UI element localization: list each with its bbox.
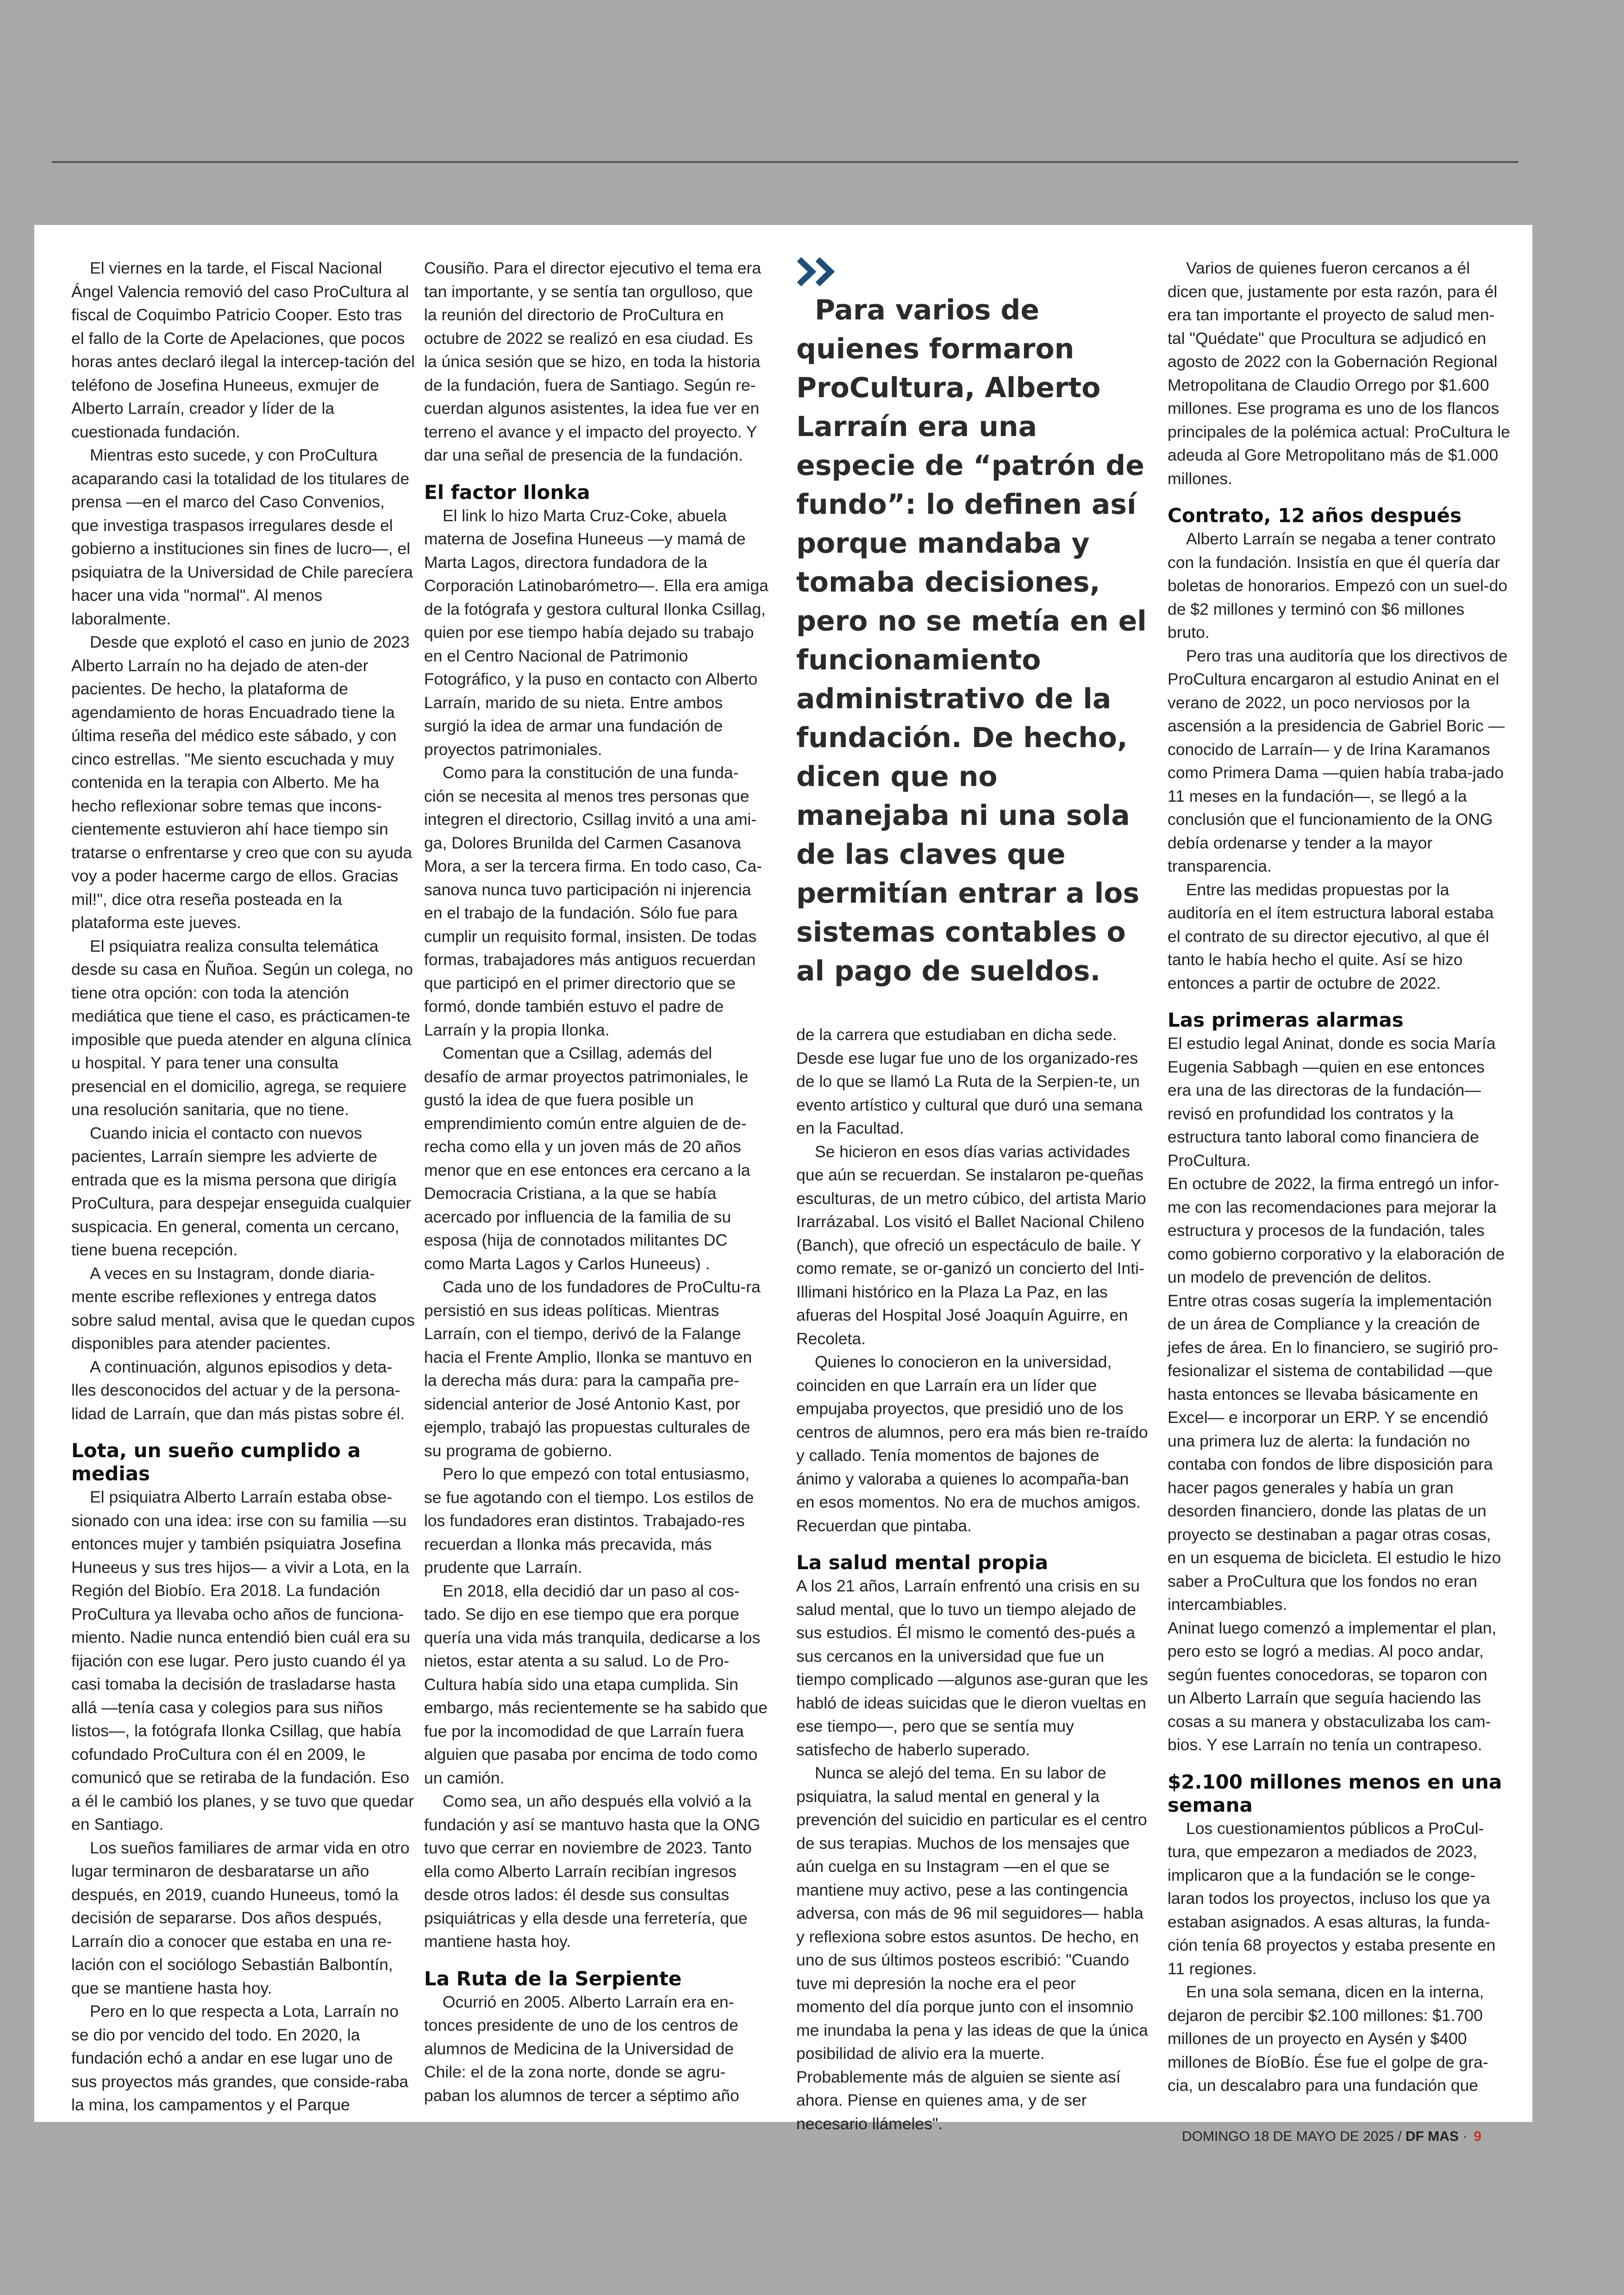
paragraph: En una sola semana, dicen en la interna, dejaron de percibir $2.100 millones: $1.700 millones de un proyecto en Aysén y $400 millones de BíoBío. Ése fue el golpe de gra-cia, un descalabro para una fundación que (1168, 1983, 1488, 2095)
paragraph: El psiquiatra Alberto Larraín estaba obse-sionado con una idea: irse con su familia —su entonces mujer y también psiquiatra Josefina Huneeus y sus tres hijos— a vivir a Lota, en la Región del Biobío. Era 2018. La fundación ProCultura ya llevaba ocho años de funciona-miento. Nadie nunca entendió bien cuál era su fijación con ese lugar. Pero justo cuando él ya casi tomaba la decisión de trasladarse hasta allá —tenía casa y colegios para sus niños listos—, la fotógrafa Ilonka Csillag, que había cofundado ProCultura con él en 2009, le comunicó que se retiraba de la fundación. Eso a él le cambió los planes, y se tuvo que quedar en Santiago. (71, 1488, 414, 1834)
paragraph: Cousiño. Para el director ejecutivo el tema era tan importante, y se sentía tan orgulloso, que la reunión del directorio de ProCultura en octubre de 2022 se realizó en esa ciudad. Es la única sesión que se hizo, en toda la historia de la fundación, fuera de Santiago. Según re-cuerdan algunos asistentes, la idea fue ver en terreno el avance y el impacto del proyecto. Y dar una señal de presencia de la fundación. (424, 259, 762, 464)
article-column-3 (796, 256, 1148, 2135)
newspaper-page (34, 225, 1532, 2133)
page-number: 9 (1474, 2129, 1481, 2144)
pull-quote: Para varios de quienes formaron ProCultura, Alberto Larraín era una especie de “patrón de fundo”: lo definen así porque mandaba y tomaba decisiones, pero no se metía en el funcionamiento administrativo de la fundación. De hecho, dicen que no manejaba ni una sola de las claves que permitían entrar a los sistemas contables o al pago de sueldos. (796, 294, 1147, 987)
paragraph: Se hicieron en esos días varias actividades que aún se recuerdan. Se instalaron pe-queñas esculturas, de un metro cúbico, del artista Mario Irarrázabal. Los visitó el Ballet Nacional Chileno (Banch), que ofreció un espectáculo de baile. Y como remate, se or-ganizó un concierto del Inti-Illimani histórico en la Plaza La Paz, en las afueras del Hospital José Joaquín Aguirre, en Recoleta. (796, 1142, 1146, 1348)
footer-dot: · (1462, 2129, 1468, 2144)
paragraph: Nunca se alejó del tema. En su labor de psiquiatra, la salud mental en general y la prevención del suicidio en particular es el centro de sus terapias. Muchos de los mensajes que aún cuelga en su Instagram —en el que se mantiene muy activo, pese a las contingencia adversa, con más de 96 mil seguidores— habla y reflexiona sobre estos asuntos. De hecho, en uno de sus últimos posteos escribió: "Cuando tuve mi depresión la noche era el peor momento del día porque junto con el insomnio me inundaba la pena y las ideas de que la única posibilidad de alivio era la muerte. Probablemente más de alguien se siente así ahora. Piense en quienes ama, y de ser necesario llámeles". (796, 1764, 1148, 2133)
paragraph: Pero en lo que respecta a Lota, Larraín no se dio por vencido del todo. En 2020, la fundación echó a andar en ese lugar uno de sus proyectos más grandes, que conside-raba la mina, los campamentos y el Parque (71, 2002, 409, 2114)
footer-separator: / (1393, 2129, 1405, 2144)
top-rule (52, 161, 1518, 163)
article-column-4 (1168, 256, 1510, 2097)
section-heading: La salud mental propia (796, 1551, 1049, 1574)
paragraph: A veces en su Instagram, donde diaria-mente escribe reflexiones y entrega datos sobre salud mental, avisa que le quedan cupos disponibles para atender pacientes. (71, 1264, 415, 1353)
paragraph: Mientras esto sucede, y con ProCultura acaparando casi la totalidad de los titulares de prensa —en el marco del Caso Convenios, que investiga traspasos irregulares desde el gobierno a instituciones sin fines de lucro—, el psiquiatra de la Universidad de Chile parecíera hacer una vida "normal". Al menos laboralmente. (71, 446, 413, 628)
paragraph: Alberto Larraín se negaba a tener contrato con la fundación. Insistía en que él quería dar boletas de honorarios. Empezó con un suel-do de $2 millones y terminó con $6 millones bruto. (1168, 530, 1508, 642)
paragraph: Varios de quienes fueron cercanos a él dicen que, justamente por esta razón, para él era tan importante el proyecto de salud men-tal "Quédate" que Procultura se adjudicó en agosto de 2022 con la Gobernación Regional Metropolitana de Claudio Orrego por $1.600 millones. Ese programa es uno de los flancos principales de la polémica actual: ProCultura le adeuda al Gore Metropolitano más de $1.000 millones. (1168, 259, 1510, 488)
section-heading: $2.100 millones menos en una semana (1168, 1770, 1502, 1816)
paragraph: Entre otras cosas sugería la implementación de un área de Compliance y la creación de jefes de área. En lo financiero, se sugirió pro-fesionalizar el sistema de contabilidad —que hasta entonces se llevaba básicamente en Excel— e incorporar un ERP. Y se encendió una primera luz de alerta: la fundación no contaba con fondos de libre disposición para hacer pagos generales y había un gran desorden financiero, donde las platas de un proyecto se destinaban a pagar otras cosas, en un esquema de bicicleta. El estudio le hizo saber a ProCultura que los fondos no eran intercambiables. (1168, 1291, 1501, 1614)
paragraph: El viernes en la tarde, el Fiscal Nacional Ángel Valencia removió del caso ProCultura al fiscal de Coquimbo Patricio Cooper. Esto tras el fallo de la Corte de Apelaciones, que pocos horas antes declaró ilegal la intercep-tación del teléfono de Josefina Huneeus, exmujer de Alberto Larraín, creador y líder de la cuestionada fundación. (71, 259, 415, 441)
article-column-1 (71, 256, 416, 2117)
section-heading: Contrato, 12 años después (1168, 504, 1462, 527)
paragraph: Comentan que a Csillag, además del desafío de armar proyectos patrimoniales, le gustó la idea de que fuera posible un emprendimiento común entre alguien de de-recha como ella y un joven más de 20 años menor que en ese entonces era cercano a la Democracia Cristiana, a la que se había acercado por influencia de la familia de su esposa (hija de connotados militantes DC como Marta Lagos y Carlos Huneeus) . (424, 1044, 750, 1273)
paragraph: En octubre de 2022, la firma entregó un infor-me con las recomendaciones para mejorar la estructura y procesos de la fundación, tales como gobierno corporativo y la elaboración de un modelo de prevención de delitos. (1168, 1174, 1505, 1286)
footer-section: DF MAS (1405, 2129, 1459, 2144)
paragraph: Quienes lo conocieron en la universidad, coinciden en que Larraín era un líder que empujaba proyectos, que presidió uno de los centros de alumnos, pero era más bien re-traído y callado. Tenía momentos de bajones de ánimo y valoraba a quienes lo acompaña-ban en esos momentos. No era de muchos amigos. Recuerdan que pintaba. (796, 1353, 1148, 1535)
section-heading: Las primeras alarmas (1168, 1009, 1404, 1031)
paragraph: A continuación, algunos episodios y deta-lles desconocidos del actuar y de la persona-lidad de Larraín, que dan más pistas sobre él. (71, 1357, 405, 1423)
paragraph: Cuando inicia el contacto con nuevos pacientes, Larraín siempre les advierte de entrada que es la misma persona que dirigía ProCultura, para despejar enseguida cualquier suspicacia. En general, comenta un cercano, tiene buena recepción. (71, 1123, 412, 1259)
paragraph: Como sea, un año después ella volvió a la fundación y así se mantuvo hasta que la ONG tuvo que cerrar en noviembre de 2023. Tanto ella como Alberto Larraín recibían ingresos desde otros lados: él desde sus consultas psiquiátricas y ella desde una ferretería, que mantiene hasta hoy. (424, 1792, 761, 1951)
paragraph: Desde que explotó el caso en junio de 2023 Alberto Larraín no ha dejado de aten-der pacientes. De hecho, la plataforma de agendamiento de horas Encuadrado tiene la última reseña del médico este sábado, y con cinco estrellas. "Me siento escuchada y muy contenida en la terapia con Alberto. Me ha hecho reflexionar sobre temas que incons-cientemente estuvieron ahí hace tiempo sin tratarse o enfrentarse y creo que con su ayuda voy a poder hacerme cargo de ellos. Gracias mil!", dice otra reseña posteada en la plataforma este jueves. (71, 633, 412, 932)
paragraph: Cada uno de los fundadores de ProCultu-ra persistió en sus ideas políticas. Mientras Larraín, con el tiempo, derivó de la Falange hacia el Frente Amplio, Ilonka se mantuvo en la derecha más dura: para la campaña pre-sidencial anterior de José Antonio Kast, por ejemplo, trabajó las propuestas culturales de su programa de gobierno. (424, 1278, 761, 1460)
paragraph: Entre las medidas propuestas por la auditoría en el ítem estructura laboral estaba el contrato de su director ejecutivo, al que él tanto le había hecho el quite. Así se hizo entonces a partir de octubre de 2022. (1168, 880, 1494, 992)
paragraph: Como para la constitución de una funda-ción se necesita al menos tres personas que integren el directorio, Csillag invitó a una ami-ga, Dolores Brunilda del Carmen Casanova Mora, a ser la tercera firma. En todo caso, Ca-sanova nunca tuvo participación ni injerencia en el trabajo de la fundación. Sólo fue para cumplir un requisito formal, insisten. De todas formas, trabajadores más antiguos recuerdan que participó en el primer directorio que se formó, donde también estuvo el padre de Larraín y la propia Ilonka. (424, 763, 762, 1039)
double-chevron-right-icon (796, 256, 841, 287)
section-heading: El factor Ilonka (424, 480, 590, 504)
paragraph: de la carrera que estudiaban en dicha sede. Desde ese lugar fue uno de los organizado-res de lo que se llamó La Ruta de la Serpien-te, un evento artístico y cultural que duró una semana en la Facultad. (796, 1025, 1143, 1137)
article-column-3-body (796, 1023, 1148, 2135)
footer-date: DOMINGO 18 DE MAYO DE 2025 (1182, 2129, 1394, 2144)
section-heading: Lota, un sueño cumplido a medias (71, 1439, 361, 1485)
paragraph: El link lo hizo Marta Cruz-Coke, abuela materna de Josefina Huneeus —y mamá de Marta Lagos, directora fundadora de la Corporación Latinobarómetro—. Ella era amiga de la fotógrafa y gestora cultural Ilonka Csillag, quien por ese tiempo había dejado su trabajo en el Centro Nacional de Patrimonio Fotográfico, y la puso en contacto con Alberto Larraín, marido de su nieta. Entre ambos surgió la idea de armar una fundación de proyectos patrimoniales. (424, 506, 768, 759)
paragraph: A los 21 años, Larraín enfrentó una crisis en su salud mental, que lo tuvo un tiempo alejado de sus estudios. Él mismo le comentó des-pués a sus cercanos en la universidad que fue un tiempo complicado —algunos ase-guran que les habló de ideas suicidas que le dieron vueltas en ese tiempo—, pero que se sentía muy satisfecho de haberlo superado. (796, 1577, 1148, 1759)
paragraph: El estudio legal Aninat, donde es socia María Eugenia Sabbagh —quien en ese entonces era una de las directoras de la fundación— revisó en profundidad los contratos y la estructura tanto laboral como financiera de ProCultura. (1168, 1034, 1496, 1170)
paragraph: Ocurrió en 2005. Alberto Larraín era en-tonces presidente de uno de los centros de alumnos de Medicina de la Universidad de Chile: el de la zona norte, donde se agru-paban los alumnos de tercer a séptimo año (424, 1992, 739, 2105)
section-heading: La Ruta de la Serpiente (424, 1967, 682, 1990)
paragraph: Los cuestionamientos públicos a ProCul-tura, que empezaron a mediados de 2023, implicaron que a la fundación se le conge-laran todos los proyectos, incluso los que ya estaban asignados. A esas alturas, la funda-ción tenía 68 proyectos y estaba presente en 11 regiones. (1168, 1819, 1496, 1978)
paragraph: El psiquiatra realiza consulta telemática desde su casa en Ñuñoa. Según un colega, no tiene otra opción: con toda la atención mediática que tiene el caso, es prácticamen-te imposible que pueda atender en alguna clínica u hospital. Y para tener una consulta presencial en el domicilio, agrega, se requiere una resolución sanitaria, que no tiene. (71, 936, 413, 1119)
paragraph: Aninat luego comenzó a implementar el plan, pero esto se logró a medias. Al poco andar, según fuentes conocedoras, se toparon con un Alberto Larraín que seguía haciendo las cosas a su manera y obstaculizaba los cam-bios. Y ese Larraín no tenía un contrapeso. (1168, 1618, 1497, 1754)
paragraph: Pero lo que empezó con total entusiasmo, se fue agotando con el tiempo. Los estilos de los fundadores eran distintos. Trabajado-res recuerdan a Ilonka más precavida, más prudente que Larraín. (424, 1465, 754, 1577)
paragraph: Pero tras una auditoría que los directivos de ProCultura encargaron al estudio Aninat en el verano de 2022, un poco nerviosos por la ascensión a la presidencia de Gabriel Boric —conocido de Larraín— y de Irina Karamanos como Primera Dama —quien había traba-jado 11 meses en la fundación—, se llegó a la conclusión que el funcionamiento de la ONG debía ordenarse y tender a la mayor transparencia. (1168, 646, 1508, 875)
paragraph: En 2018, ella decidió dar un paso al cos-tado. Se dijo en ese tiempo que era porque quería una vida más tranquila, dedicarse a los nietos, estar atenta a su salud. Lo de Pro-Cultura había sido una etapa cumplida. Sin embargo, más recientemente se ha sabido que fue por la incomodidad de que Larraín fuera alguien que pasaba por encima de todo como un camión. (424, 1581, 768, 1787)
paragraph: Los sueños familiares de armar vida en otro lugar terminaron de desbaratarse un año después, en 2019, cuando Huneeus, tomó la decisión de separarse. Dos años después, Larraín dio a conocer que estaba en una re-lación con el sociólogo Sebastián Balbontín, que se mantiene hasta hoy. (71, 1838, 410, 1997)
article-column-2 (424, 256, 768, 2107)
page-footer (1167, 2127, 1481, 2146)
